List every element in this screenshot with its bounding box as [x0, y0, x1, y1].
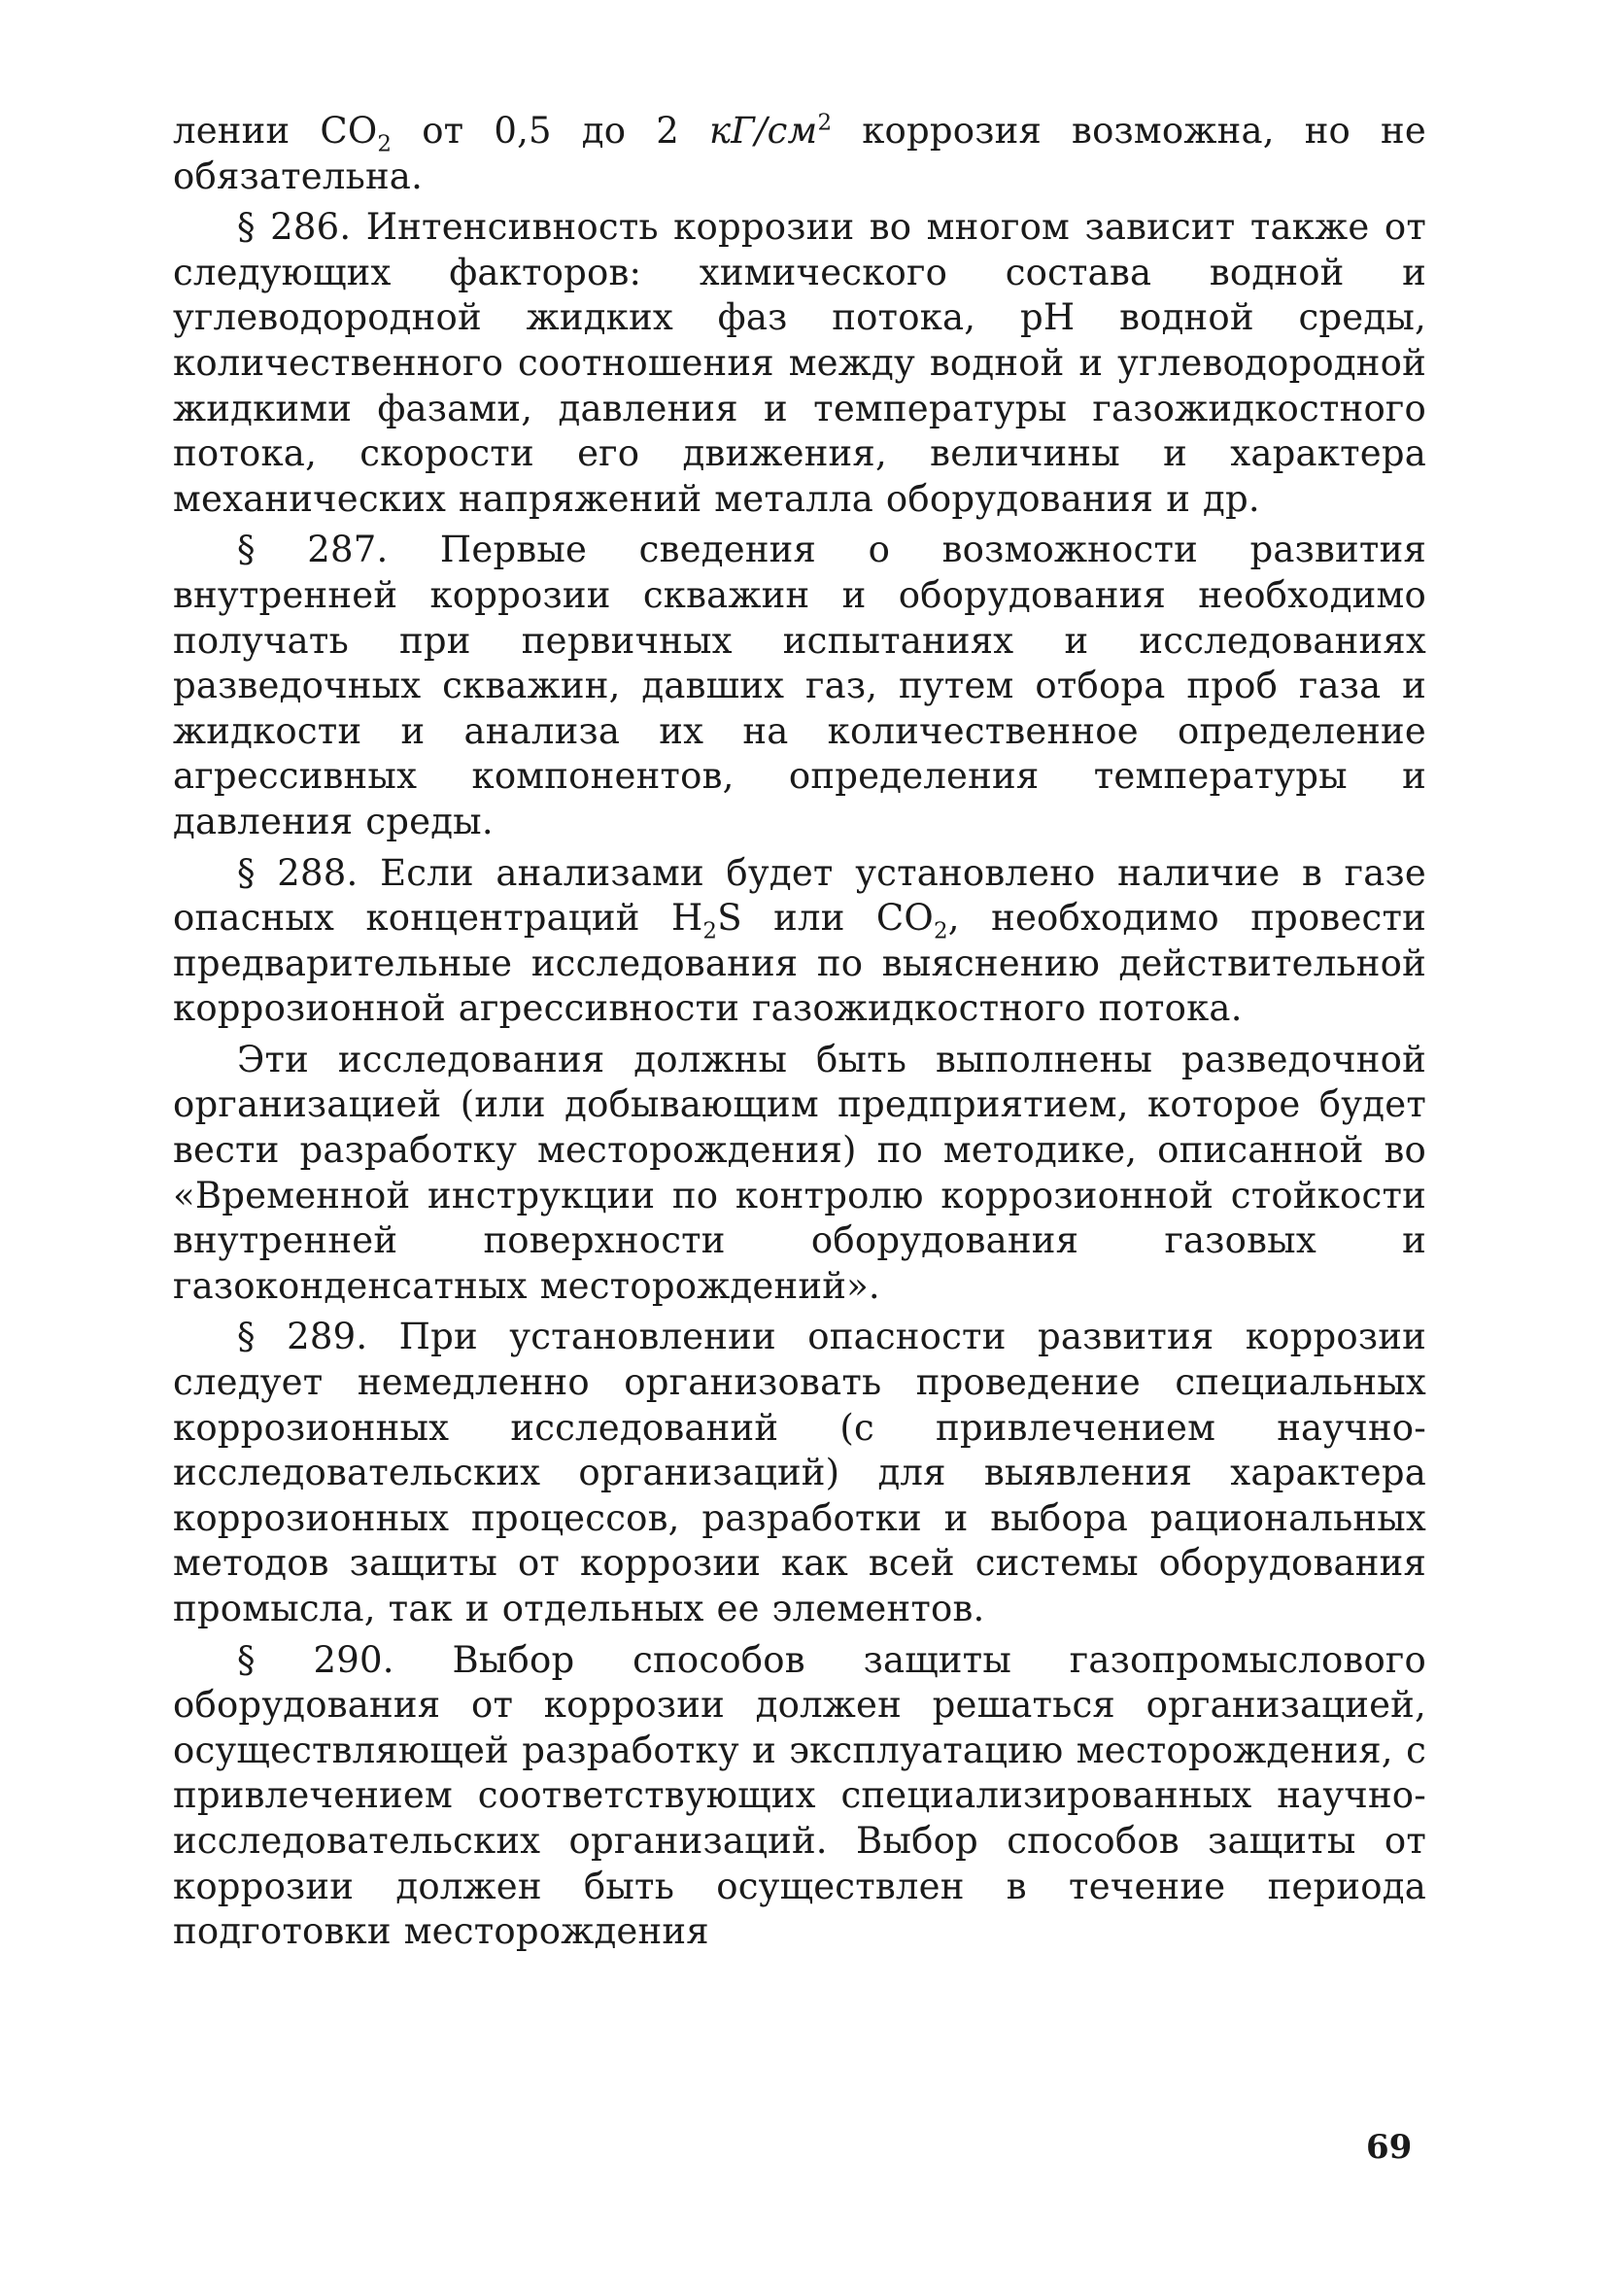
paragraph-289: § 289. При установлении опасности развития коррозии следует немедленно организовать проведение специальных коррозионных исследований (с привлечением научно-исследовательских организаций) для выявления характера коррозионных процессов, разработки и выбора рациональных методов защиты от коррозии как всей системы оборудования промысла, так и отдельных ее элементов.	[173, 1316, 1426, 1629]
page-number: 69	[1366, 2128, 1413, 2167]
paragraph-287: § 287. Первые сведения о возможности развития внутренней коррозии скважин и оборудования необходимо получать при первичных испытаниях и исследованиях разведочных скважин, давших газ, путем отбора проб газа и жидкости и анализа их на количественное определение агрессивных компонентов, определения температуры и давления среды.	[173, 529, 1426, 842]
paragraph-290: § 290. Выбор способов защиты газопромыслового оборудования от коррозии должен решаться организацией, осуществляющей разработку и эксплуатацию месторождения, с привлечением соответствующих специализированных научно-исследовательских организаций. Выбор способов защиты от коррозии должен быть осуществлен в течение периода подготовки месторождения	[173, 1638, 1426, 1953]
paragraph-288: § 288. Если анализами будет установлено наличие в газе опасных концентраций $H_2S$ или $CO_2$, необходимо провести предварительные исследования по выяснению действительной коррозионной агрессивности газожидкостного потока.	[173, 851, 1426, 1030]
paragraph-286: § 286. Интенсивность коррозии во многом зависит также от следующих факторов: химического состава водной и углеводородной жидких фаз потока, pH водной среды, количественного соотношения между водной и углеводородной жидкими фазами, давления и температуры газожидкостного потока, скорости его движения, величины и характера механических напряжений металла оборудования и др.	[173, 206, 1426, 520]
paragraph-288-continued: Эти исследования должны быть выполнены разведочной организацией (или добывающим предприятием, которое будет вести разработку месторождения) по методике, описанной во «Временной инструкции по контролю коррозионной стойкости внутренней поверхности оборудования газовых и газоконденсатных месторождений».	[173, 1038, 1426, 1307]
paragraph-continuation: лении $CO_2$ от 0,5 до 2 $кГ/см^2$ коррозия возможна, но не обязательна.	[173, 110, 1426, 197]
page-body	[173, 109, 1426, 1955]
